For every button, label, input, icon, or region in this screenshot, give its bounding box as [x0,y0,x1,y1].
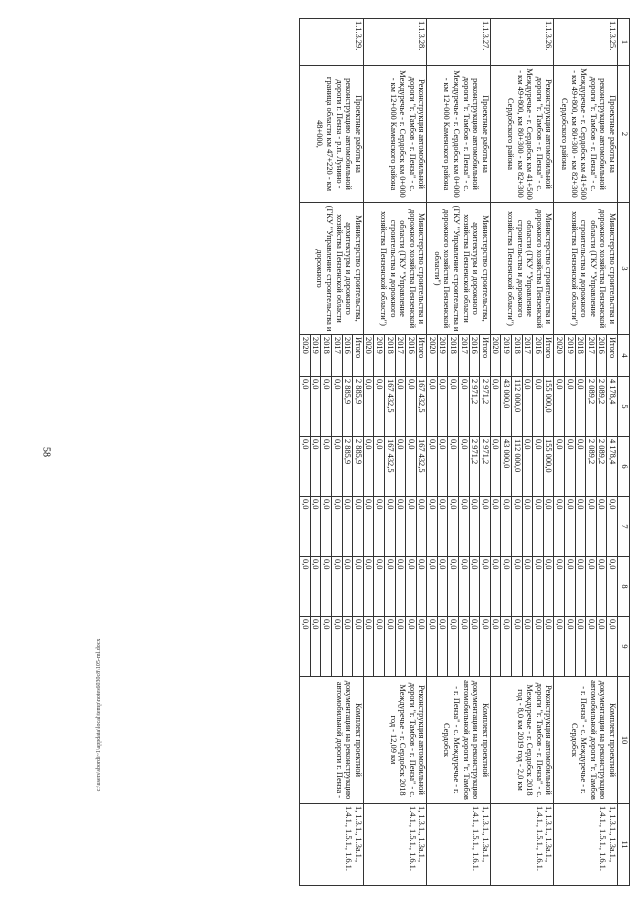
item-indicators: 1, 1.3.1., 1.3а.1., 1.4.1., 1.5.1., 1.6.1. [554,804,618,886]
value-cell: 0,0 [310,557,321,617]
value-cell: 0,0 [501,557,512,617]
value-cell: 0,0 [607,617,618,677]
value-cell: 0,0 [331,377,342,437]
year-cell: 2018 [575,335,586,377]
value-cell: 2 885,9 [353,377,364,437]
value-cell: 0,0 [575,557,586,617]
value-cell: 0,0 [533,497,544,557]
value-cell: 2 089,2 [596,437,607,497]
value-cell: 0,0 [565,437,576,497]
value-cell: 2 885,9 [342,377,353,437]
value-cell: 0,0 [300,557,311,617]
table-row [353,19,364,886]
value-cell: 2 971,2 [480,437,491,497]
item-executor: Министерство строительства, архитектуры и дорожного хозяйства Пензенской области (ГКУ "Управление строительства и дорожного хозяйства Пензенской области") [427,203,491,335]
value-cell: 0,0 [374,557,385,617]
col-header: 1 [618,19,630,66]
value-cell: 0,0 [533,557,544,617]
table-row [607,19,618,886]
year-cell: 2016 [596,335,607,377]
year-cell: 2016 [469,335,480,377]
value-cell: 0,0 [406,557,417,617]
value-cell: 167 432,5 [416,437,427,497]
table-row [543,19,554,886]
item-name: Проектные работы на реконструкцию автомобильной дороги г. Пенза - р.п. Лунино - граница области км 47+220 - км 48+000, [300,66,364,203]
year-cell: 2017 [459,335,470,377]
year-cell: Итого [480,335,491,377]
value-cell: 0,0 [395,617,406,677]
value-cell: 0,0 [554,377,565,437]
item-name: Реконструкция автомобильной дороги "г. Тамбов - г. Пенза" - с. Междуречье - г. Сердобск км 0+000 - км 12+000 Каменского района [363,66,427,203]
value-cell: 0,0 [448,557,459,617]
value-cell: 0,0 [512,557,523,617]
value-cell: 0,0 [490,437,501,497]
value-cell: 0,0 [416,557,427,617]
value-cell: 0,0 [416,497,427,557]
value-cell: 0,0 [406,617,417,677]
value-cell: 2 089,2 [596,377,607,437]
item-number: 1.1.3.28. [363,19,427,66]
item-executor: Министерство строительства и дорожного хозяйства Пензенской области (ГКУ "Управление строительства и дорожного хозяйства Пензенской области") [554,203,618,335]
value-cell: 0,0 [448,377,459,437]
value-cell: 167 432,5 [384,377,395,437]
value-cell: 43 000,0 [501,437,512,497]
value-cell: 0,0 [575,437,586,497]
value-cell: 0,0 [300,617,311,677]
value-cell: 0,0 [575,377,586,437]
value-cell: 0,0 [331,557,342,617]
col-header: 2 [618,66,630,203]
value-cell: 112 000,0 [512,377,523,437]
item-result: Комплект проектной документации на реконструкцию автомобильной дороги "г. Тамбов - г. Пенза" - с. Междуречье - г. Сердобск [554,677,618,804]
year-cell: 2019 [310,335,321,377]
value-cell: 0,0 [554,437,565,497]
value-cell: 2 089,2 [586,437,597,497]
value-cell: 0,0 [554,617,565,677]
value-cell: 0,0 [565,377,576,437]
item-executor: Министерство строительства и дорожного хозяйства Пензенской области (ГКУ "Управление строительства и дорожного хозяйства Пензенской области") [363,203,427,335]
value-cell: 0,0 [310,497,321,557]
item-result: Комплект проектной документации на реконструкцию автомобильной дороги г. Пенза - [300,677,364,804]
year-cell: 2018 [448,335,459,377]
value-cell: 0,0 [427,557,438,617]
col-header: 9 [618,617,630,677]
value-cell: 0,0 [374,497,385,557]
value-cell: 0,0 [437,377,448,437]
value-cell: 0,0 [300,377,311,437]
value-cell: 0,0 [321,437,332,497]
value-cell: 0,0 [321,497,332,557]
value-cell: 0,0 [363,377,374,437]
value-cell: 0,0 [596,497,607,557]
value-cell: 0,0 [331,497,342,557]
table-row [416,19,427,886]
value-cell: 0,0 [596,557,607,617]
value-cell: 2 885,9 [353,437,364,497]
value-cell: 0,0 [342,557,353,617]
col-header: 11 [618,804,630,886]
value-cell: 0,0 [586,617,597,677]
value-cell: 0,0 [586,497,597,557]
item-number: 1.1.3.25. [554,19,618,66]
value-cell: 0,0 [596,617,607,677]
year-cell: 2018 [512,335,523,377]
value-cell: 0,0 [395,377,406,437]
value-cell: 0,0 [395,497,406,557]
value-cell: 2 885,9 [342,437,353,497]
item-indicators: 1, 1.3.1., 1.3а.1., 1.4.1., 1.5.1., 1.6.1. [300,804,364,886]
value-cell: 0,0 [395,437,406,497]
value-cell: 0,0 [480,497,491,557]
value-cell: 0,0 [384,557,395,617]
value-cell: 0,0 [374,377,385,437]
value-cell: 2 971,2 [469,437,480,497]
year-cell: 2020 [554,335,565,377]
value-cell: 0,0 [448,617,459,677]
value-cell: 0,0 [533,617,544,677]
value-cell: 2 971,2 [469,377,480,437]
year-cell: Итого [353,335,364,377]
year-cell: 2020 [300,335,311,377]
value-cell: 0,0 [554,497,565,557]
year-cell: 2017 [586,335,597,377]
value-cell: 0,0 [512,497,523,557]
value-cell: 0,0 [490,617,501,677]
item-name: Реконструкция автомобильной дороги "г. Тамбов - г. Пенза" - с. Междуречье - г. Сердобск км 41+500 - км 49+800, км 80+300 - км 82+300 Сердобского района [490,66,554,203]
value-cell: 0,0 [575,497,586,557]
year-cell: Итого [607,335,618,377]
year-cell: 2016 [342,335,353,377]
value-cell: 0,0 [554,557,565,617]
year-cell: 2020 [427,335,438,377]
item-result: Реконструкция автомобильной дороги "г. Тамбов - г. Пенза" - с. Междуречье - г. Сердобск 2018 год - 8,0 км 2019 год - 2,0 км [490,677,554,804]
value-cell: 0,0 [469,617,480,677]
year-cell: 2019 [437,335,448,377]
value-cell: 0,0 [480,617,491,677]
col-header: 3 [618,203,630,335]
value-cell: 0,0 [469,497,480,557]
value-cell: 167 432,5 [416,377,427,437]
value-cell: 0,0 [310,437,321,497]
value-cell: 0,0 [310,377,321,437]
value-cell: 0,0 [565,617,576,677]
value-cell: 0,0 [353,557,364,617]
value-cell: 4 178,4 [607,377,618,437]
value-cell: 0,0 [448,497,459,557]
year-cell: 2016 [533,335,544,377]
value-cell: 0,0 [459,557,470,617]
value-cell: 0,0 [607,497,618,557]
value-cell: 0,0 [437,557,448,617]
value-cell: 0,0 [384,497,395,557]
value-cell: 0,0 [427,377,438,437]
page-number: 58 [40,447,52,457]
year-cell: 2020 [490,335,501,377]
year-cell: 2017 [522,335,533,377]
year-cell: 2019 [501,335,512,377]
value-cell: 0,0 [331,617,342,677]
value-cell: 0,0 [459,377,470,437]
value-cell: 0,0 [331,437,342,497]
value-cell: 112 000,0 [512,437,523,497]
year-cell: 2019 [374,335,385,377]
program-table [299,18,630,886]
col-header: 10 [618,677,630,804]
value-cell: 0,0 [522,497,533,557]
year-cell: Итого [416,335,427,377]
value-cell: 0,0 [522,437,533,497]
value-cell: 0,0 [437,497,448,557]
value-cell: 155 000,0 [543,437,554,497]
value-cell: 0,0 [522,617,533,677]
year-cell: 2017 [395,335,406,377]
value-cell: 0,0 [575,617,586,677]
value-cell: 0,0 [300,437,311,497]
item-indicators: 1, 1.3.1., 1.3а.1., 1.4.1., 1.5.1., 1.6.1. [427,804,491,886]
item-executor: Министерство строительства, архитектуры и дорожного хозяйства Пензенской области (ГКУ "Управление строительства и дорожного [300,203,364,335]
year-cell: 2018 [321,335,332,377]
item-number: 1.1.3.27. [427,19,491,66]
value-cell: 0,0 [459,437,470,497]
table-body [300,19,618,886]
value-cell: 0,0 [543,497,554,557]
year-cell: Итого [543,335,554,377]
value-cell: 0,0 [533,377,544,437]
footer-file-path: c:\users\sbordi~1\appdata\local\temp\notes6030c8\105-ml.docx [96,638,102,792]
value-cell: 0,0 [437,617,448,677]
value-cell: 0,0 [406,437,417,497]
value-cell: 2 971,2 [480,377,491,437]
value-cell: 0,0 [427,617,438,677]
value-cell: 0,0 [490,497,501,557]
value-cell: 0,0 [363,557,374,617]
header-row [618,19,630,886]
value-cell: 0,0 [363,497,374,557]
col-header: 8 [618,557,630,617]
value-cell: 0,0 [543,617,554,677]
item-number: 1.1.3.26. [490,19,554,66]
value-cell: 167 432,5 [384,437,395,497]
value-cell: 0,0 [512,617,523,677]
value-cell: 0,0 [416,617,427,677]
value-cell: 0,0 [310,617,321,677]
value-cell: 0,0 [448,437,459,497]
value-cell: 0,0 [565,557,576,617]
value-cell: 0,0 [480,557,491,617]
value-cell: 0,0 [469,557,480,617]
item-result: Реконструкция автомобильной дороги "г. Тамбов - г. Пенза" - с. Междуречье - г. Сердобск 2018 год - 12,09 км [363,677,427,804]
item-number: 1.1.3.29. [300,19,364,66]
value-cell: 2 089,2 [586,377,597,437]
value-cell: 0,0 [374,437,385,497]
value-cell: 0,0 [374,617,385,677]
value-cell: 43 000,0 [501,377,512,437]
item-name: Проектные работы на реконструкцию автомобильной дороги "г. Тамбов - г. Пенза" - с. Междуречье - г. Сердобск км 41+500 - км 49+800, км 80+300 - км 82+300 Сердобского района [554,66,618,203]
value-cell: 0,0 [437,437,448,497]
value-cell: 0,0 [406,377,417,437]
item-indicators: 1, 1.3.1., 1.3а.1., 1.4.1., 1.5.1., 1.6.1. [490,804,554,886]
value-cell: 0,0 [321,617,332,677]
value-cell: 0,0 [459,617,470,677]
value-cell: 0,0 [543,557,554,617]
item-result: Комплект проектной документации на реконструкцию автомобильной дороги "г. Тамбов - г. Пенза" - с. Междуречье - г. Сердобск [427,677,491,804]
value-cell: 0,0 [586,557,597,617]
value-cell: 0,0 [363,617,374,677]
value-cell: 4 178,4 [607,437,618,497]
value-cell: 0,0 [321,557,332,617]
value-cell: 155 000,0 [543,377,554,437]
value-cell: 0,0 [501,497,512,557]
value-cell: 0,0 [406,497,417,557]
value-cell: 0,0 [522,557,533,617]
value-cell: 0,0 [363,437,374,497]
value-cell: 0,0 [490,557,501,617]
value-cell: 0,0 [353,617,364,677]
col-header: 5 [618,377,630,437]
value-cell: 0,0 [353,497,364,557]
value-cell: 0,0 [384,617,395,677]
value-cell: 0,0 [490,377,501,437]
value-cell: 0,0 [522,377,533,437]
year-cell: 2019 [565,335,576,377]
value-cell: 0,0 [321,377,332,437]
item-executor: Министерство строительства и дорожного хозяйства Пензенской области (ГКУ "Управление строительства и дорожного хозяйства Пензенской области") [490,203,554,335]
year-cell: 2018 [384,335,395,377]
value-cell: 0,0 [533,437,544,497]
value-cell: 0,0 [459,497,470,557]
col-header: 4 [618,335,630,377]
value-cell: 0,0 [501,617,512,677]
year-cell: 2017 [331,335,342,377]
year-cell: 2016 [406,335,417,377]
year-cell: 2020 [363,335,374,377]
col-header: 6 [618,437,630,497]
value-cell: 0,0 [395,557,406,617]
item-indicators: 1, 1.3.1., 1.3а.1., 1.4.1., 1.5.1., 1.6.1. [363,804,427,886]
value-cell: 0,0 [607,557,618,617]
value-cell: 0,0 [342,617,353,677]
value-cell: 0,0 [342,497,353,557]
value-cell: 0,0 [427,437,438,497]
value-cell: 0,0 [300,497,311,557]
value-cell: 0,0 [427,497,438,557]
table-row [480,19,491,886]
rotated-page-content [90,18,630,885]
col-header: 7 [618,497,630,557]
value-cell: 0,0 [565,497,576,557]
item-name: Проектные работы на реконструкцию автомобильной дороги "г. Тамбов - г. Пенза" - с. Междуречье - г. Сердобск км 0+000 - км 12+000 Каменского района [427,66,491,203]
